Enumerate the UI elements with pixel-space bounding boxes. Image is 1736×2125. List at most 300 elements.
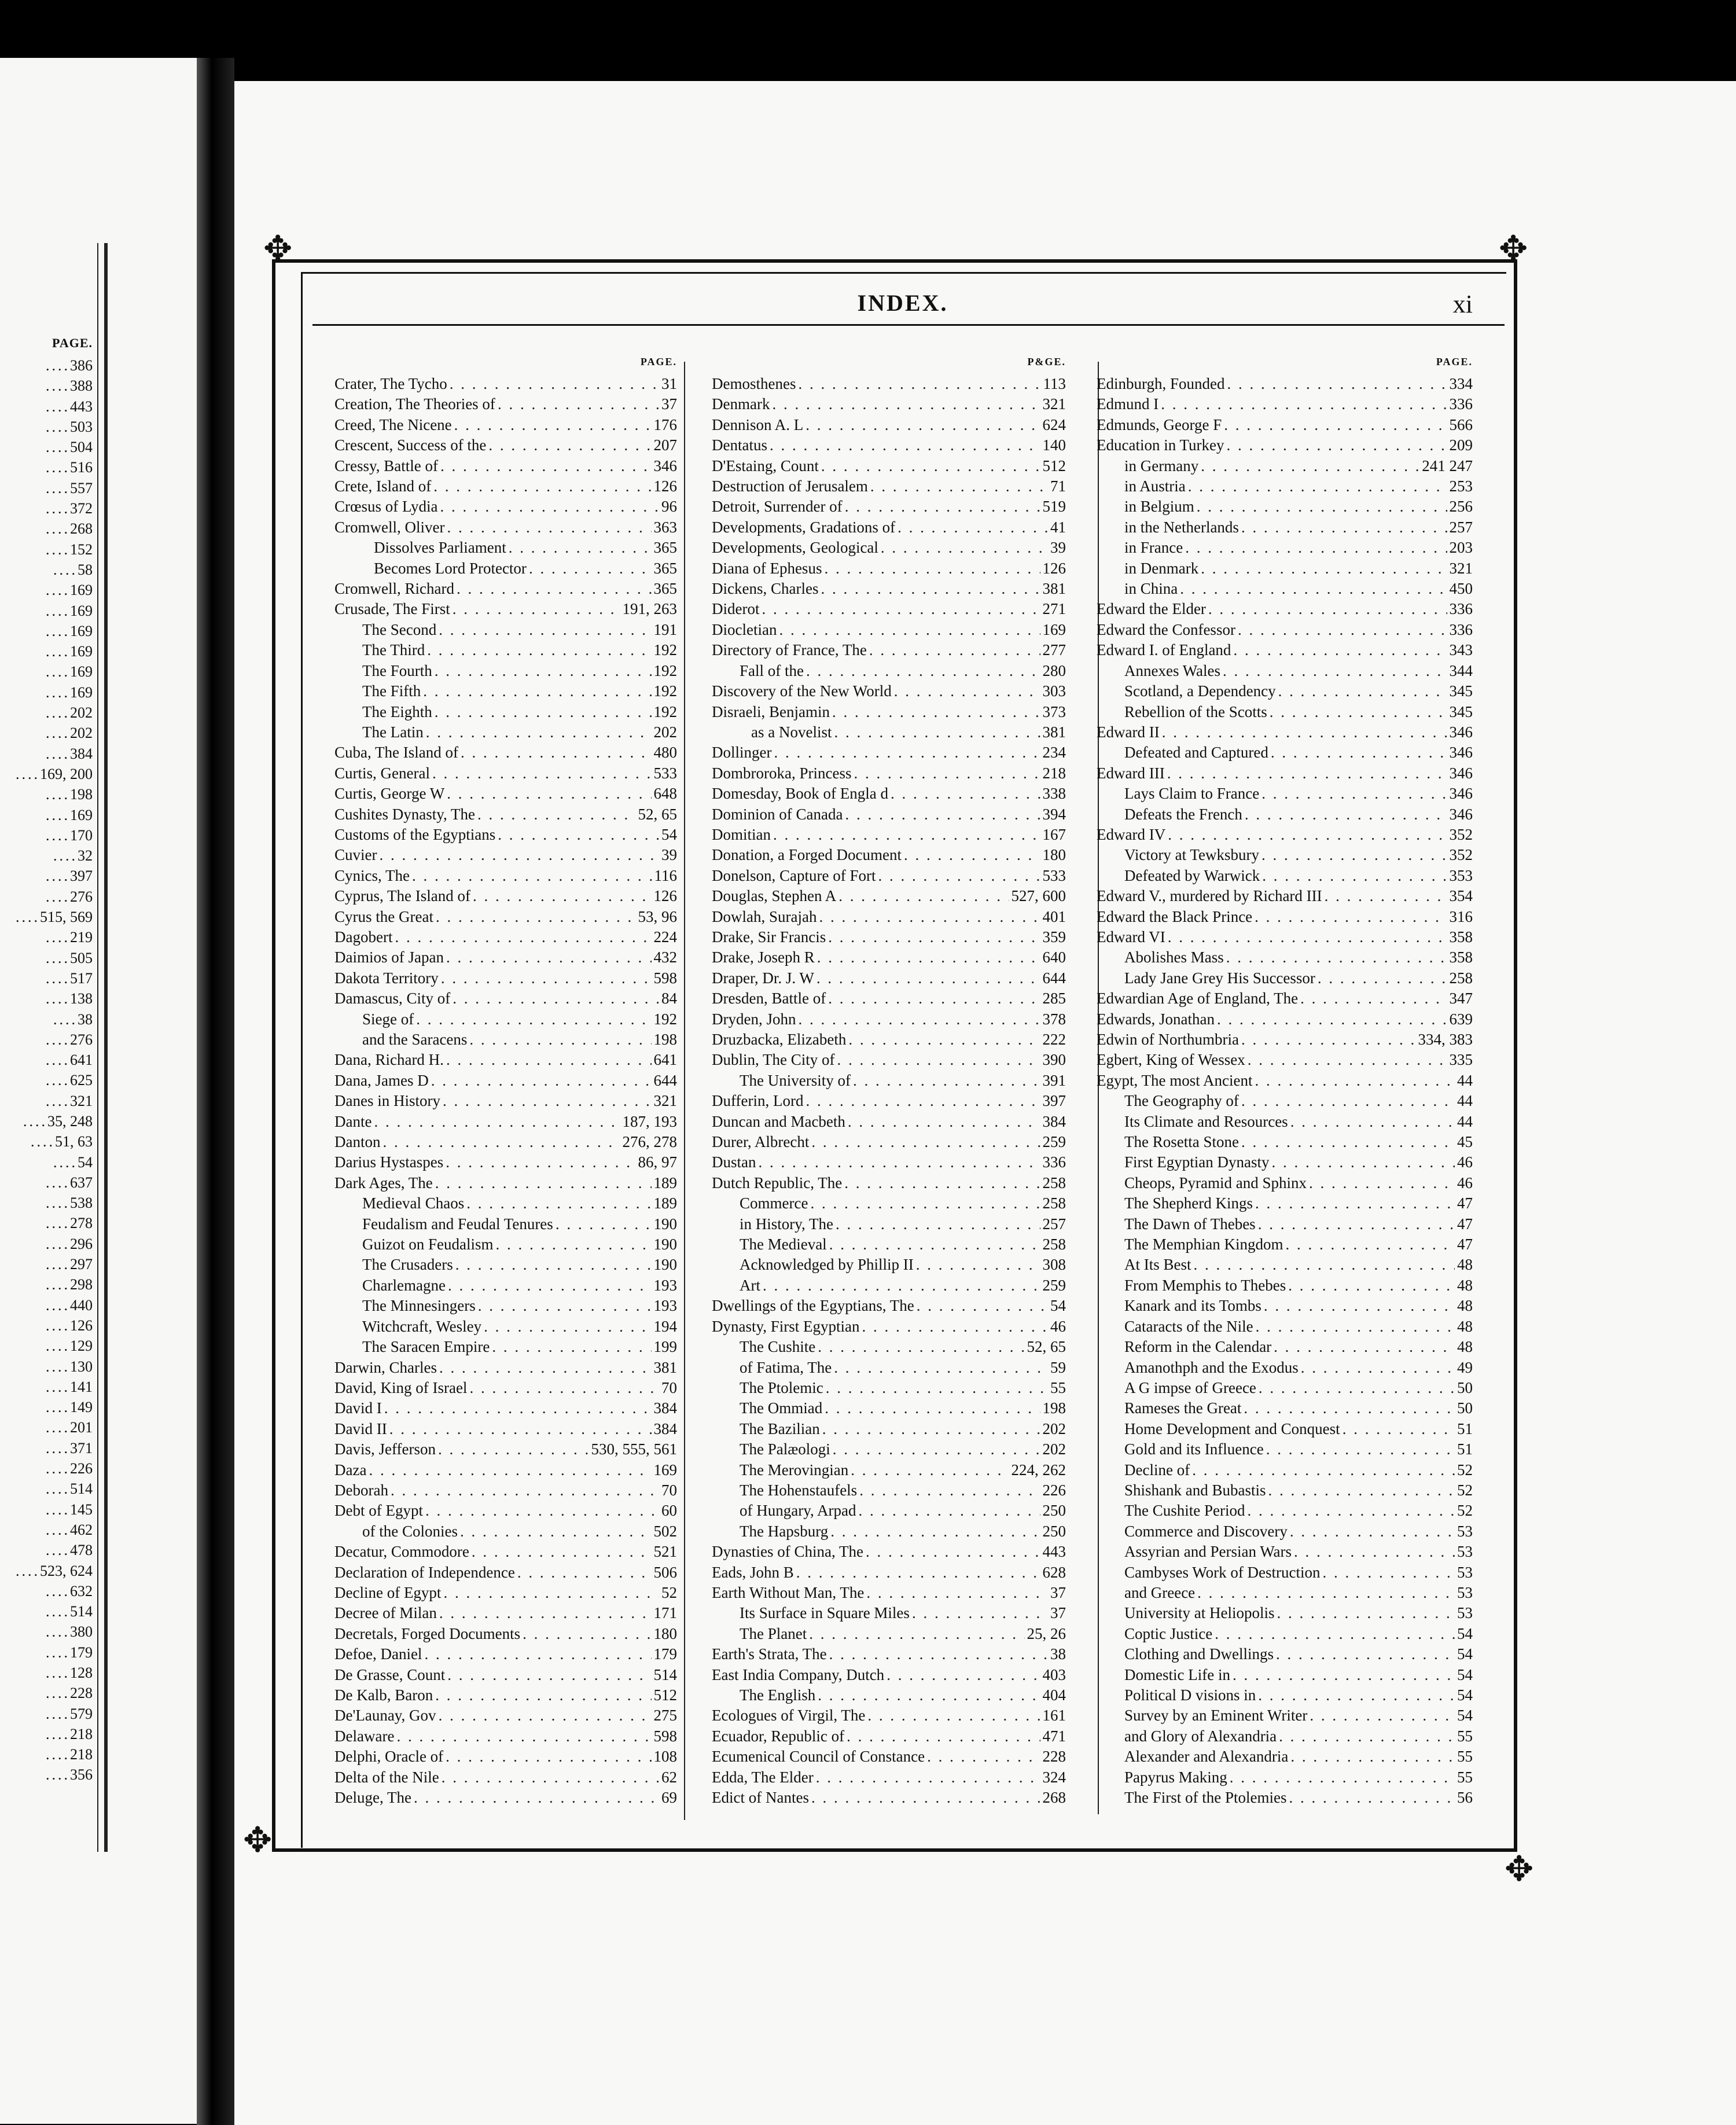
- dot-leader: [894, 681, 1040, 701]
- entry-term: The Second: [362, 620, 437, 638]
- entry-term: The Rosetta Stone: [1124, 1133, 1239, 1151]
- entry-page-number: 384: [653, 1399, 677, 1417]
- dot-leader: ....: [16, 909, 40, 926]
- entry-term: Dutch Republic, The: [712, 1174, 843, 1192]
- dot-leader: [853, 1071, 1040, 1091]
- entry-term: Cynics, The: [334, 866, 410, 884]
- index-entry: [712, 1071, 1066, 1091]
- dot-leader: [447, 784, 651, 804]
- left-page-number: [6, 355, 93, 376]
- index-entry: [1097, 1644, 1473, 1664]
- entry-term: Acknowledged by Phillip II: [740, 1256, 914, 1274]
- entry-page-number: 161: [1042, 1707, 1066, 1725]
- entry-term: Duncan and Macbeth: [712, 1112, 845, 1130]
- entry-term: Developments, Gradations of: [712, 518, 896, 536]
- entry-page-number: 51: [1457, 1420, 1473, 1438]
- entry-page-number: 44: [1457, 1112, 1473, 1130]
- entry-term: Diocletian: [712, 620, 777, 638]
- entry-term: Edward the Elder: [1097, 600, 1206, 618]
- index-entry: [334, 1624, 677, 1644]
- entry-page-number: 190: [653, 1236, 677, 1253]
- left-page-number: [6, 1581, 93, 1601]
- dot-leader: [822, 1419, 1040, 1439]
- entry-term: The Third: [362, 641, 425, 659]
- dot-leader: [448, 1275, 652, 1296]
- left-page-number-value: 126: [70, 1317, 93, 1334]
- left-page-number: [6, 1336, 93, 1356]
- index-entry: [1097, 1439, 1473, 1459]
- entry-page-number: 54: [661, 825, 677, 843]
- index-entry: [334, 558, 677, 579]
- left-page-number: [6, 845, 93, 866]
- entry-page-number: 54: [1457, 1686, 1473, 1704]
- index-entry: [334, 1480, 677, 1501]
- index-entry: [334, 1337, 677, 1357]
- index-entry: [334, 927, 677, 947]
- dot-leader: ....: [46, 969, 70, 987]
- dot-leader: [469, 1030, 651, 1050]
- left-page-number-value: 198: [70, 786, 93, 803]
- entry-page-number: 54: [1457, 1707, 1473, 1725]
- index-entry: [334, 374, 677, 394]
- index-entry: [712, 1705, 1066, 1726]
- index-entry: [712, 1521, 1066, 1542]
- entry-page-number: 192: [653, 641, 677, 659]
- left-page-number-value: 35, 248: [47, 1112, 93, 1130]
- entry-term: Decline of: [1124, 1461, 1190, 1479]
- entry-term: Edward I. of England: [1097, 641, 1231, 659]
- entry-page-number: 55: [1457, 1748, 1473, 1766]
- entry-term: Cuvier: [334, 846, 377, 864]
- dot-leader: [825, 1398, 1040, 1418]
- dot-leader: [830, 1521, 1040, 1542]
- entry-page-number: 336: [1449, 600, 1473, 618]
- dot-leader: [1224, 415, 1447, 435]
- entry-term: Fall of the: [740, 661, 804, 679]
- index-entry: [1097, 947, 1473, 968]
- index-entry: [334, 742, 677, 763]
- entry-page-number: 171: [653, 1604, 677, 1622]
- index-entry: [334, 1317, 677, 1337]
- entry-page-number: 352: [1449, 846, 1473, 864]
- dot-leader: [1201, 456, 1419, 476]
- entry-term: Defeats the French: [1124, 805, 1242, 823]
- dot-leader: ....: [46, 745, 70, 762]
- left-page-number-value: 145: [70, 1501, 93, 1518]
- index-entry: [1097, 497, 1473, 517]
- entry-page-number: 96: [661, 498, 677, 516]
- index-entry: [1097, 456, 1473, 476]
- left-page-number-value: 443: [70, 398, 93, 415]
- dot-leader: [395, 927, 651, 947]
- left-page-number-value: 202: [70, 704, 93, 722]
- entry-page-number: 37: [1050, 1583, 1066, 1601]
- index-entry: [334, 866, 677, 886]
- left-page-number: [6, 376, 93, 396]
- entry-page-number: 384: [1042, 1112, 1066, 1130]
- dot-leader: ....: [46, 1603, 70, 1620]
- entry-page-number: 116: [654, 866, 677, 884]
- dot-leader: [834, 722, 1040, 742]
- left-page-number: [6, 1458, 93, 1479]
- entry-term: Eads, John B: [712, 1563, 794, 1581]
- entry-page-number: 48: [1457, 1297, 1473, 1315]
- entry-term: Edward III: [1097, 764, 1165, 782]
- index-entry: [334, 394, 677, 414]
- entry-term: in Germany: [1124, 457, 1199, 475]
- index-entry: [1097, 1767, 1473, 1788]
- dot-leader: [469, 1378, 659, 1398]
- index-entry: [1097, 1705, 1473, 1726]
- dot-leader: [1276, 1644, 1455, 1664]
- index-entry: [334, 968, 677, 988]
- dot-leader: [436, 907, 636, 927]
- entry-page-number: 202: [1042, 1440, 1066, 1458]
- index-entry: [712, 1275, 1066, 1296]
- dot-leader: [412, 866, 652, 886]
- entry-page-number: 222: [1042, 1031, 1066, 1048]
- entry-term: Edda, The Elder: [712, 1768, 814, 1786]
- entry-term: Donation, a Forged Document: [712, 846, 902, 864]
- entry-term: Commerce and Discovery: [1124, 1522, 1288, 1540]
- entry-term: Dana, Richard H.: [334, 1051, 444, 1069]
- left-page-number: [6, 723, 93, 743]
- dot-leader: [869, 640, 1040, 660]
- index-entry: [334, 763, 677, 784]
- dot-leader: [443, 1091, 652, 1111]
- entry-page-number: 126: [1042, 559, 1066, 577]
- entry-term: Disraeli, Benjamin: [712, 703, 830, 720]
- dot-leader: [779, 620, 1040, 640]
- entry-page-number: 189: [653, 1174, 677, 1192]
- dot-leader: [466, 1193, 651, 1214]
- left-page-number: [6, 1193, 93, 1213]
- index-entry: [334, 1378, 677, 1398]
- entry-term: in the Netherlands: [1124, 518, 1239, 536]
- index-entry: [1097, 1091, 1473, 1111]
- index-entry: [334, 988, 677, 1009]
- index-entry: [334, 1603, 677, 1623]
- dot-leader: [1233, 1665, 1455, 1685]
- index-entry: [1097, 1173, 1473, 1193]
- dot-leader: [1188, 476, 1447, 497]
- dot-leader: [845, 804, 1040, 825]
- entry-term: Dominion of Canada: [712, 805, 843, 823]
- dot-leader: [1288, 1275, 1455, 1296]
- dot-leader: [517, 1562, 652, 1583]
- entry-term: Dagobert: [334, 928, 393, 946]
- entry-page-number: 321: [653, 1092, 677, 1110]
- dot-leader: [453, 599, 620, 619]
- entry-term: The First of the Ptolemies: [1124, 1789, 1287, 1807]
- entry-term: Decatur, Commodore: [334, 1543, 469, 1561]
- entry-page-number: 381: [1042, 580, 1066, 598]
- dot-leader: [1215, 1624, 1455, 1644]
- left-page-number: [6, 1417, 93, 1438]
- dot-leader: [798, 1009, 1040, 1030]
- index-entry: [712, 886, 1066, 906]
- entry-term: Darwin, Charles: [334, 1358, 437, 1376]
- entry-term: Delta of the Nile: [334, 1768, 439, 1786]
- entry-term: Edward II: [1097, 723, 1160, 741]
- entry-page-number: 258: [1042, 1236, 1066, 1253]
- dot-leader: [1230, 1767, 1455, 1788]
- index-entry: [1097, 1562, 1473, 1583]
- left-page-number: [6, 1622, 93, 1642]
- dot-leader: [1289, 1788, 1455, 1808]
- dot-leader: [1167, 763, 1447, 784]
- left-page-number-value: 228: [70, 1685, 93, 1702]
- dot-leader: [495, 1234, 651, 1255]
- dot-leader: [1168, 927, 1447, 947]
- entry-page-number: 176: [653, 416, 677, 433]
- dot-leader: [446, 1050, 652, 1070]
- left-page-number-value: 503: [70, 418, 93, 435]
- left-page-number: [6, 887, 93, 907]
- dot-leader: [447, 517, 651, 538]
- index-entry: [334, 661, 677, 681]
- entry-page-number: 432: [653, 948, 677, 966]
- index-entry: [334, 1705, 677, 1726]
- index-entry: [334, 1398, 677, 1418]
- entry-term: Daimios of Japan: [334, 948, 444, 966]
- dot-leader: [821, 456, 1040, 476]
- dot-leader: [838, 886, 1009, 906]
- left-page-number-value: 276: [70, 1031, 93, 1048]
- left-page-number-value: 169, 200: [40, 765, 93, 782]
- entry-term: The Eighth: [362, 703, 432, 720]
- dot-leader: [472, 1542, 652, 1562]
- entry-term: D'Estaing, Count: [712, 457, 819, 475]
- left-page-number: [6, 1397, 93, 1417]
- entry-page-number: 258: [1042, 1194, 1066, 1212]
- dot-leader: ....: [46, 1521, 70, 1538]
- left-page-number-value: 517: [70, 969, 93, 987]
- dot-leader: [1318, 968, 1447, 988]
- entry-term: Crete, Island of: [334, 477, 432, 495]
- index-entry: [334, 825, 677, 845]
- entry-term: Destruction of Jerusalem: [712, 477, 868, 495]
- dot-leader: [439, 1358, 652, 1378]
- dot-leader: [1343, 1419, 1455, 1439]
- index-entry: [334, 1665, 677, 1685]
- dot-leader: ....: [46, 949, 70, 966]
- entry-term: The Latin: [362, 723, 424, 741]
- index-entry: [1097, 742, 1473, 763]
- index-entry: [334, 784, 677, 804]
- index-entry: [1097, 1378, 1473, 1398]
- index-entry: [712, 394, 1066, 414]
- left-page-number-value: 278: [70, 1215, 93, 1232]
- left-page-number: [6, 1254, 93, 1274]
- dot-leader: [1226, 947, 1447, 968]
- left-page-number: [6, 641, 93, 661]
- dot-leader: [866, 1542, 1040, 1562]
- dot-leader: ....: [46, 1092, 70, 1109]
- entry-term: and Glory of Alexandria: [1124, 1727, 1277, 1745]
- entry-term: Clothing and Dwellings: [1124, 1645, 1274, 1663]
- index-entry: [1097, 435, 1473, 455]
- entry-page-number: 191, 263: [622, 600, 677, 618]
- entry-page-number: 207: [653, 436, 677, 454]
- index-entry: [712, 1398, 1066, 1418]
- dot-leader: [424, 1644, 651, 1664]
- entry-page-number: 285: [1042, 990, 1066, 1008]
- dot-leader: [927, 1747, 1040, 1767]
- entry-page-number: 303: [1042, 682, 1066, 700]
- index-entry: [1097, 579, 1473, 599]
- entry-term: Abolishes Mass: [1124, 948, 1224, 966]
- index-entry: [1097, 1460, 1473, 1480]
- dot-leader: [440, 497, 660, 517]
- dot-leader: ....: [46, 1399, 70, 1416]
- dot-leader: ....: [46, 1276, 70, 1293]
- dot-leader: [457, 579, 652, 599]
- entry-page-number: 193: [653, 1297, 677, 1315]
- column-1-page-label: PAGE.: [640, 356, 677, 367]
- entry-term: Dresden, Battle of: [712, 990, 826, 1008]
- column-1-entries: [334, 374, 677, 1808]
- dot-leader: [438, 1439, 589, 1459]
- index-entry: [712, 1009, 1066, 1030]
- index-entry: [712, 1296, 1066, 1316]
- left-page-number: [6, 519, 93, 539]
- entry-page-number: 347: [1449, 990, 1473, 1008]
- dot-leader: ....: [46, 806, 70, 823]
- index-entry: [1097, 722, 1473, 742]
- dot-leader: [811, 1132, 1040, 1152]
- index-entry: [1097, 538, 1473, 558]
- entry-page-number: 224, 262: [1011, 1461, 1066, 1479]
- dot-leader: ....: [46, 663, 70, 681]
- left-page-number: [6, 1213, 93, 1233]
- entry-page-number: 54: [1457, 1666, 1473, 1683]
- index-column-1: [334, 356, 677, 1808]
- dot-leader: [369, 1460, 651, 1480]
- entry-term: Draper, Dr. J. W: [712, 969, 814, 987]
- index-entry: [1097, 1071, 1473, 1091]
- entry-page-number: 365: [653, 559, 677, 577]
- index-entry: [712, 1419, 1066, 1439]
- index-entry: [334, 1747, 677, 1767]
- entry-term: Home Development and Conquest: [1124, 1420, 1340, 1438]
- entry-page-number: 598: [653, 1727, 677, 1745]
- index-column-3: [1097, 356, 1473, 1808]
- dot-leader: [473, 886, 652, 906]
- entry-page-number: 55: [1457, 1727, 1473, 1745]
- entry-term: in Austria: [1124, 477, 1186, 495]
- dot-leader: [432, 763, 652, 784]
- entry-page-number: 358: [1449, 928, 1473, 946]
- entry-term: The Cushite Period: [1124, 1502, 1245, 1520]
- dot-leader: ....: [46, 520, 70, 538]
- entry-term: Druzbacka, Elizabeth: [712, 1031, 847, 1048]
- index-entry: [712, 907, 1066, 927]
- entry-term: Edinburgh, Founded: [1097, 375, 1225, 392]
- dot-leader: ....: [46, 1052, 70, 1069]
- index-entry: [712, 1603, 1066, 1623]
- entry-page-number: 321: [1042, 395, 1066, 413]
- dot-leader: [1248, 1050, 1447, 1070]
- left-page-number-value: 297: [70, 1256, 93, 1273]
- dot-leader: [917, 1296, 1048, 1316]
- index-entry: [712, 1644, 1066, 1664]
- dot-leader: [391, 1480, 659, 1501]
- index-entry: [334, 1562, 677, 1583]
- entry-page-number: 336: [1042, 1153, 1066, 1171]
- entry-page-number: 343: [1449, 641, 1473, 659]
- entry-term: in China: [1124, 580, 1178, 598]
- entry-term: De Kalb, Baron: [334, 1686, 433, 1704]
- dot-leader: [847, 1726, 1040, 1747]
- dot-leader: [1197, 1583, 1455, 1603]
- index-entry: [1097, 1337, 1473, 1357]
- entry-term: Dissolves Parliament: [374, 539, 506, 557]
- entry-page-number: 46: [1457, 1174, 1473, 1192]
- entry-term: Dennison A. L: [712, 416, 804, 433]
- index-entry: [1097, 784, 1473, 804]
- entry-term: Ecumenical Council of Constance: [712, 1748, 925, 1766]
- entry-page-number: 346: [1449, 723, 1473, 741]
- index-entry: [712, 1152, 1066, 1172]
- left-page-number-value: 505: [70, 949, 93, 966]
- entry-term: Dickens, Charles: [712, 580, 819, 598]
- index-entry: [1097, 1398, 1473, 1418]
- left-page-number-value: 202: [70, 725, 93, 742]
- dot-leader: [811, 1788, 1040, 1808]
- entry-page-number: 346: [653, 457, 677, 475]
- left-page-number-value: 515, 569: [40, 909, 93, 926]
- entry-term: Delaware: [334, 1727, 395, 1745]
- book-spine-shadow: [197, 58, 234, 2125]
- entry-term: Ecologues of Virgil, The: [712, 1707, 866, 1725]
- index-entry: [334, 1214, 677, 1234]
- left-page-number: [6, 1009, 93, 1030]
- entry-term: Decree of Milan: [334, 1604, 437, 1622]
- dot-leader: [492, 1337, 651, 1357]
- index-entry: [1097, 866, 1473, 886]
- entry-term: At Its Best: [1124, 1256, 1191, 1274]
- entry-term: Egypt, The most Ancient: [1097, 1071, 1253, 1089]
- index-entry: [1097, 1542, 1473, 1562]
- entry-term: The Shepherd Kings: [1124, 1194, 1253, 1212]
- left-page-number: [6, 1172, 93, 1193]
- index-entry: [334, 1583, 677, 1603]
- entry-term: Cyrus the Great: [334, 907, 433, 925]
- left-page-number: [6, 601, 93, 621]
- entry-page-number: 37: [661, 395, 677, 413]
- entry-page-number: 56: [1457, 1789, 1473, 1807]
- index-entry: [334, 1358, 677, 1378]
- index-entry: [334, 1050, 677, 1070]
- left-page-number-value: 386: [70, 357, 93, 374]
- left-page-number-value: 169: [70, 683, 93, 701]
- entry-term: Shishank and Bubastis: [1124, 1481, 1266, 1499]
- entry-term: of Fatima, The: [740, 1358, 832, 1376]
- left-page-number-value: 538: [70, 1194, 93, 1212]
- entry-term: Siege of: [362, 1010, 414, 1028]
- entry-term: Medieval Chaos: [362, 1194, 465, 1212]
- dot-leader: [443, 1583, 659, 1603]
- dot-leader: [439, 620, 651, 640]
- index-entry: [1097, 1234, 1473, 1255]
- dot-leader: [824, 558, 1040, 579]
- left-page-number-value: 218: [70, 1746, 93, 1763]
- dot-leader: [435, 1685, 651, 1705]
- dot-leader: ....: [46, 582, 70, 599]
- dot-leader: ....: [46, 1317, 70, 1334]
- entry-term: Crescent, Success of the: [334, 436, 487, 454]
